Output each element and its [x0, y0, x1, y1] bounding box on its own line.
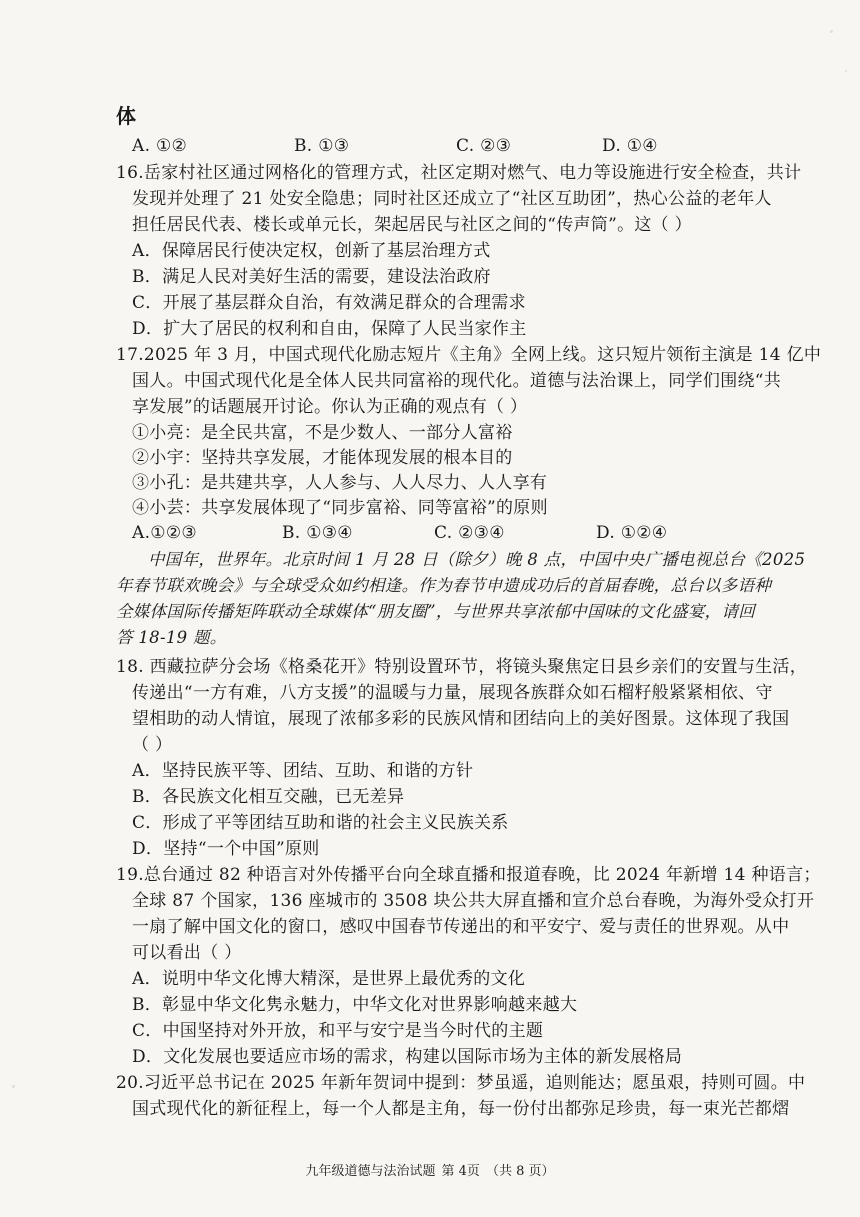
q17-view-3: ③小孔：是共建共享，人人参与、人人尽力、人人享有: [132, 473, 548, 493]
q17-option-a: A.①②③: [132, 523, 197, 543]
q16-option-d: D．扩大了居民的权利和自由，保障了人民当家作主: [132, 319, 527, 339]
q18-option-a: A．坚持民族平等、团结、互助、和谐的方针: [132, 761, 474, 781]
footer-subject: 九年级道德与法治试题: [305, 1164, 436, 1179]
q20-stem-line: 20.习近平总书记在 2025 年新年贺词中提到：梦虽遥，追则能达；愿虽艰，持则可圆。中: [116, 1073, 806, 1093]
page-footer: [0, 1163, 860, 1181]
q18-stem-line: 18. 西藏拉萨分会场《格桑花开》特别设置环节，将镜头聚焦定日县乡亲们的安置与生活，: [116, 657, 808, 677]
q16-stem-line: 发现并处理了 21 处安全隐患；同时社区还成立了“社区互助团”，热心公益的老年人: [132, 189, 772, 209]
q19-option-b: B．彰显中华文化隽永魅力，中华文化对世界影响越来越大: [132, 995, 578, 1015]
scan-smudge: [830, 30, 833, 33]
q17-stem-line: 享发展”的话题展开讨论。你认为正确的观点有（ ）: [132, 397, 528, 417]
q16-option-c: C．开展了基层群众自治，有效满足群众的合理需求: [132, 293, 526, 313]
scan-smudge: [845, 70, 847, 72]
carryover-char: 体: [116, 104, 137, 128]
scan-smudge: [12, 1085, 15, 1088]
q19-stem-line: 一扇了解中国文化的窗口，感叹中国春节传递出的和平安宁、爱与责任的世界观。从中: [132, 917, 790, 937]
q19-stem-line: 全球 87 个国家，136 座城市的 3508 块公共大屏直播和宣介总台春晚，为海外受众打开: [132, 891, 815, 911]
q16-stem-line: 16.岳家村社区通过网格化的管理方式，社区定期对燃气、电力等设施进行安全检查，共计: [116, 163, 802, 183]
q19-stem-line: 可以看出（ ）: [132, 943, 242, 963]
q15-option-b: B. ①③: [294, 136, 350, 156]
q20-stem-line: 国式现代化的新征程上，每一个人都是主角，每一份付出都弥足珍贵，每一束光芒都熠: [132, 1099, 790, 1119]
q17-view-2: ②小宇：坚持共享发展，才能体现发展的根本目的: [132, 448, 513, 468]
q16-stem-line: 担任居民代表、楼长或单元长，架起居民与社区之间的“传声筒”。这（ ）: [132, 215, 692, 235]
q16-option-b: B．满足人民对美好生活的需要，建设法治政府: [132, 267, 491, 287]
q18-stem-line: 传递出“一方有难，八方支援”的温暖与力量，展现各族群众如石榴籽般紧紧相依、守: [132, 683, 773, 703]
q15-options: [132, 134, 658, 158]
q17-option-d: D. ①②④: [596, 523, 668, 543]
q16-option-a: A．保障居民行使决定权，创新了基层治理方式: [132, 241, 491, 261]
q15-option-c: C. ②③: [456, 136, 512, 156]
material-line: 年春节联欢晚会》与全球受众如约相逢。作为春节申遗成功后的首届春晚，总台以多语种: [116, 576, 772, 595]
q19-option-c: C．中国坚持对外开放，和平与安宁是当今时代的主题: [132, 1021, 544, 1041]
q19-option-a: A．说明中华文化博大精深，是世界上最优秀的文化: [132, 969, 526, 989]
footer-page-total: （共 8 页）: [485, 1164, 555, 1179]
q17-stem-line: 国人。中国式现代化是全体人民共同富裕的现代化。道德与法治课上，同学们围绕“共: [132, 371, 782, 391]
footer-page-number: 第 4页: [441, 1164, 480, 1179]
q19-stem-line: 19.总台通过 82 种语言对外传播平台向全球直播和报道春晚，比 2024 年新增 14 种语言；: [116, 865, 821, 885]
q19-option-d: D．文化发展也要适应市场的需求，构建以国际市场为主体的新发展格局: [132, 1047, 683, 1067]
q17-stem-line: 17.2025 年 3 月，中国式现代化励志短片《主角》全网上线。这只短片领衔主演是 14 亿中: [116, 345, 822, 365]
q18-option-b: B．各民族文化相互交融，已无差异: [132, 787, 405, 807]
q18-stem-line: 望相助的动人情谊，展现了浓郁多彩的民族风情和团结向上的美好图景。这体现了我国: [132, 709, 790, 729]
q15-option-d: D. ①④: [602, 136, 658, 156]
q17-view-4: ④小芸：共享发展体现了“同步富裕、同等富裕”的原则: [132, 498, 548, 518]
q15-option-a: A. ①②: [132, 136, 188, 156]
q17-option-c: C. ②③④: [434, 523, 505, 543]
q17-view-1: ①小亮：是全民共富，不是少数人、一部分人富裕: [132, 423, 513, 443]
q18-stem-line: （ ）: [132, 735, 173, 755]
material-line: 中国年，世界年。北京时间 1 月 28 日（除夕）晚 8 点，中国中央广播电视总台《2025: [148, 550, 806, 569]
q18-option-d: D．坚持“一个中国”原则: [132, 839, 320, 859]
q17-option-b: B. ①③④: [282, 523, 353, 543]
material-line: 全媒体国际传播矩阵联动全球媒体“朋友圈”，与世界共享浓郁中国味的文化盛宴，请回: [116, 602, 756, 621]
q17-options: [132, 521, 667, 545]
q18-option-c: C．形成了平等团结互助和谐的社会主义民族关系: [132, 813, 509, 833]
material-line: 答 18-19 题。: [116, 628, 227, 647]
